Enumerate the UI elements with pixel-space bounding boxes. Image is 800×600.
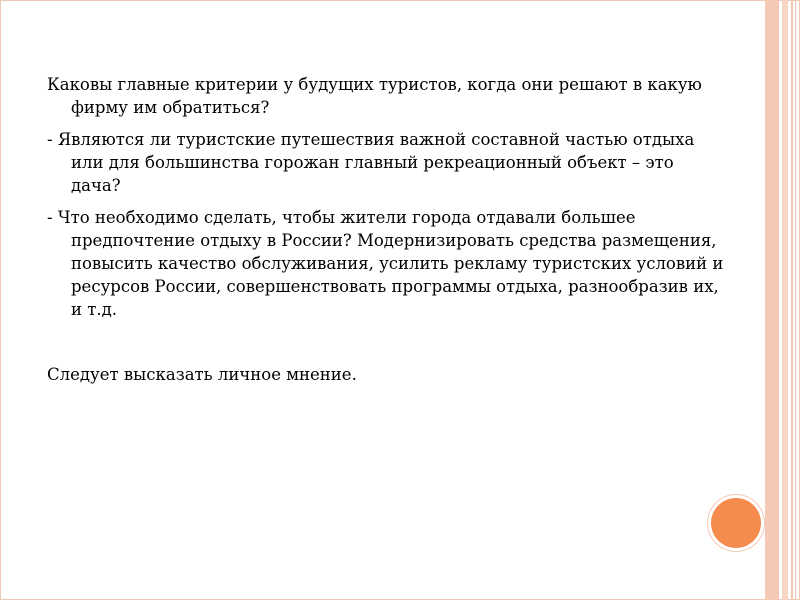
question-paragraph-3: - Что необходимо сделать, чтобы жители города отдавали большее предпочтение отдыху в России? Модернизировать средства размещения, повысить качество обслуживания, усилить рекламу туристских условий и ресурсов России, совершенствовать программы отдыха, разнообразив их, и т.д. (47, 208, 724, 319)
closing-paragraph: Следует высказать личное мнение. (47, 365, 357, 384)
right-decorative-line-outer (795, 0, 796, 600)
right-decorative-line (791, 0, 793, 600)
slide-body-text (47, 73, 727, 386)
right-decorative-bar (765, 0, 779, 600)
right-decorative-bar-thin (782, 0, 788, 600)
orange-circle-accent (711, 498, 761, 548)
question-paragraph-2: - Являются ли туристские путешествия важной составной частью отдыха или для большинства горожан главный рекреационный объект – это дача? (47, 130, 695, 195)
question-paragraph-1: Каковы главные критерии у будущих туристов, когда они решают в какую фирму им обратиться? (47, 75, 702, 117)
